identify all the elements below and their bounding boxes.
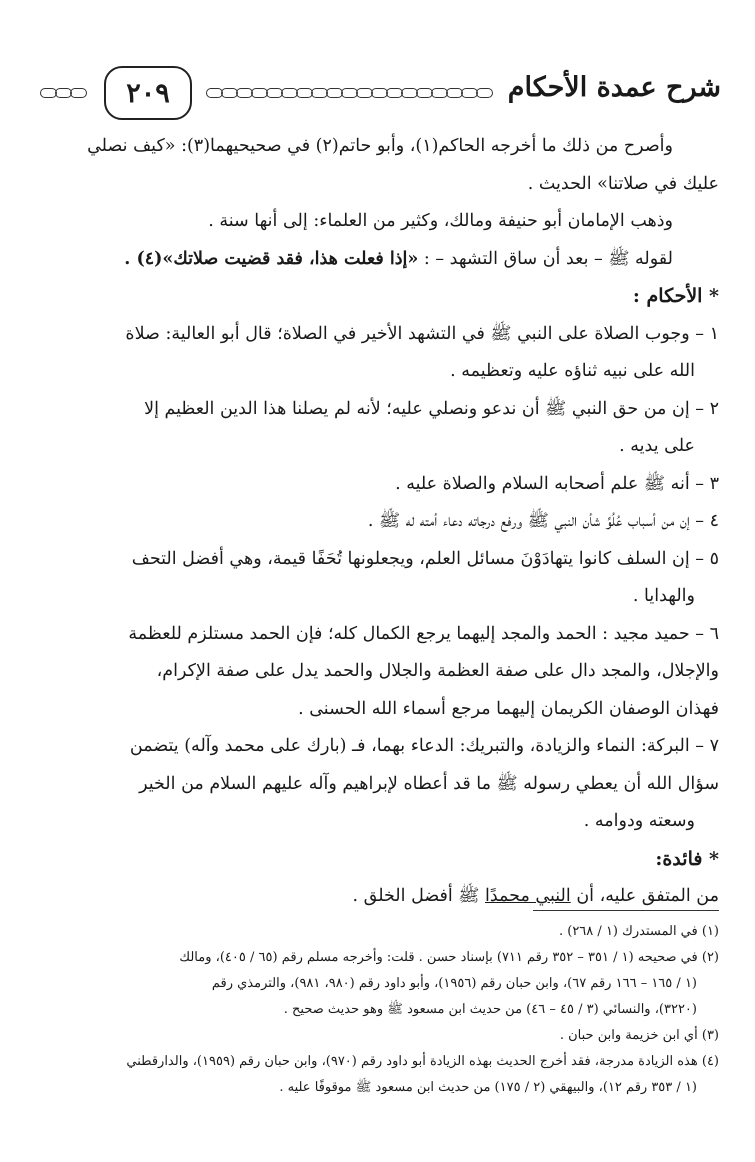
paragraph-line: وأصرح من ذلك ما أخرجه الحاكم(١)، وأبو حاتم(٢) في صحيحيهما(٣): «كيف نصلي (87, 136, 673, 156)
footnote: (٤) هذه الزيادة مدرجة، فقد أخرج الحديث بهذه الزيادة أبو داود رقم (٩٧٠)، وابن حبان رقم (١٩٥٩)، والدارقطني (١ / ٣٥٣ رقم ١٢)، والبيهقي (٢ / ١٧٥) من حديث ابن مسعود ﷺ موقوفًا عليه . (126, 1054, 719, 1095)
footnote: (٣) أي ابن خزيمة وابن حبان . (559, 1028, 719, 1043)
underlined-text: النبي محمدًا (485, 886, 571, 906)
page-header (30, 66, 721, 126)
paragraph: لقوله ﷺ – بعد أن ساق التشهد – : «إذا فعلت هذا، فقد قضيت صلاتك»(٤) . (124, 248, 673, 269)
list-item: ٦ – حميد مجيد : الحمد والمجد إليهما يرجع الكمال كله؛ فإن الحمد مستلزم للعظمة والإجلال، والمجد دال على صفة العظمة والجلال والحمد يدل على صفة الإكرام، فهذان الوصفان الكريمان إليهما مرجع أسماء الله الحسنى . (128, 623, 719, 719)
section-heading-faida: * فائدة: (655, 847, 719, 870)
paragraph: من المتفق عليه، أن النبي محمدًا ﷺ أفضل الخلق . (352, 886, 719, 906)
page-number: ٢٠٩ (104, 66, 192, 120)
paragraph: وذهب الإمامان أبو حنيفة ومالك، وكثير من العلماء: إلى أنها سنة . (208, 211, 673, 231)
list-item: ٢ – إن من حق النبي ﷺ أن ندعو ونصلي عليه؛ لأنه لم يصلنا هذا الدين العظيم إلا على يديه . (144, 398, 719, 456)
list-item: ٥ – إن السلف كانوا يتهادَوْنَ مسائل العلم، ويجعلونها تُحَفًا قيمة، وهي أفضل التحف والهدايا . (131, 548, 719, 606)
main-text (44, 128, 719, 916)
list-item: ٤ – إن من أسباب عُلُوِّ شأن النبي ﷺ ورفع درجاته دعاء أمته له ﷺ . (367, 511, 719, 531)
section-heading-ahkam: * الأحكام : (632, 285, 719, 307)
ornament-chain (206, 86, 491, 100)
list-item: ٧ – البركة: النماء والزيادة، والتبريك: الدعاء بهما، فـ (بارك على محمد وآله) يتضمن سؤال الله أن يعطي رسوله ﷺ ما قد أعطاه لإبراهيم وآله عليهم السلام من الخير وسعته ودوامه . (129, 736, 719, 831)
ornament-chain-small (40, 86, 85, 100)
list-item: ٣ – أنه ﷺ علم أصحابه السلام والصلاة عليه . (395, 473, 719, 494)
book-title: شرح عمدة الأحكام (507, 72, 721, 103)
footnotes (44, 910, 719, 1101)
footnote: (١) في المستدرك (١ / ٢٦٨) . (558, 924, 719, 939)
footnote: (٢) في صحيحه (١ / ٣٥١ – ٣٥٢ رقم ٧١١) بإسناد حسن . قلت: وأخرجه مسلم رقم (٦٥ / ٤٠٥)، ومالك (١ / ١٦٥ – ١٦٦ رقم ٦٧)، وابن حبان رقم (١٩٥٦)، وأبو داود رقم (٩٨٠، ٩٨١)، والترمذي رقم (٣٢٢٠)، والنسائي (٣ / ٤٥ – ٤٦) من حديث ابن مسعود ﷺ وهو حديث صحيح . (179, 950, 719, 1017)
paragraph-line: عليك في صلاتنا» الحديث . (527, 173, 719, 194)
list-item: ١ – وجوب الصلاة على النبي ﷺ في التشهد الأخير في الصلاة؛ قال أبو العالية: صلاة الله على نبيه ثناؤه عليه وتعظيمه . (125, 323, 719, 381)
hadith-quote: «إذا فعلت هذا، فقد قضيت صلاتك»(٤) . (124, 248, 419, 269)
footnote-divider (533, 910, 719, 911)
